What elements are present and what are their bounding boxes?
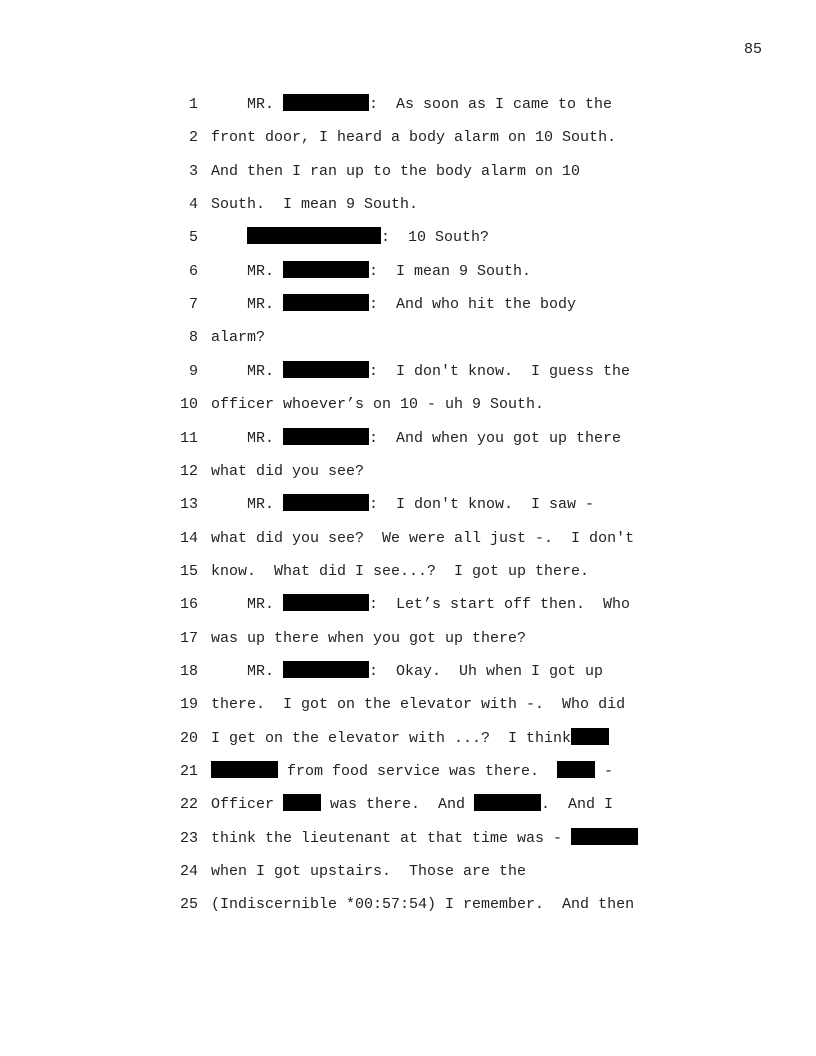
transcript-line: [0, 461, 816, 483]
text-segment: when I got upstairs. Those are the: [211, 863, 527, 881]
line-number: 13: [179, 496, 198, 514]
redaction-box: [283, 594, 369, 611]
transcript-line: [0, 94, 816, 116]
text-segment: -: [595, 763, 614, 780]
line-number: 7: [188, 296, 198, 314]
line-number: 23: [179, 829, 198, 847]
line-text: [211, 361, 630, 383]
line-text: [211, 728, 609, 750]
page-number: 85: [743, 41, 762, 58]
line-number: 22: [179, 796, 198, 814]
transcript-line: [0, 361, 816, 383]
text-segment: : I don't know. I saw -: [369, 496, 595, 514]
text-segment: And then I ran up to the body alarm on 10: [211, 162, 581, 180]
transcript-line: [0, 327, 816, 349]
redaction-box: [474, 794, 541, 811]
text-segment: from food service was there.: [278, 763, 558, 780]
transcript-line: [0, 761, 816, 783]
text-segment: : And when you got up there: [369, 429, 622, 447]
line-text: [211, 594, 630, 616]
text-segment: MR.: [211, 596, 284, 614]
transcript-line: [0, 794, 816, 816]
text-segment: South. I mean 9 South.: [211, 196, 419, 214]
text-segment: front door, I heard a body alarm on 10 South.: [211, 129, 617, 147]
line-text: [211, 694, 625, 716]
redaction-box: [247, 227, 381, 244]
text-segment: MR.: [211, 262, 284, 280]
text-segment: know. What did I see...? I got up there.: [211, 562, 590, 580]
text-segment: : I mean 9 South.: [369, 262, 532, 280]
line-number: 11: [179, 429, 198, 447]
line-text: [211, 661, 603, 683]
text-segment: MR.: [211, 296, 284, 314]
text-segment: : Let’s start off then. Who: [369, 596, 631, 614]
text-segment: : Okay. Uh when I got up: [369, 662, 604, 680]
text-segment: there. I got on the elevator with -. Who did: [211, 696, 626, 714]
line-text: [211, 561, 589, 583]
transcript-line: [0, 294, 816, 316]
line-number: 2: [188, 129, 198, 147]
transcript-line: [0, 628, 816, 650]
text-segment: MR.: [211, 496, 284, 514]
line-number: 1: [188, 96, 198, 113]
transcript-line: [0, 694, 816, 716]
redaction-box: [283, 428, 369, 445]
transcript-line: [0, 161, 816, 183]
text-segment: what did you see?: [211, 462, 365, 480]
line-text: [211, 294, 576, 316]
line-text: [211, 794, 613, 816]
redaction-box: [283, 294, 369, 311]
transcript-line: [0, 594, 816, 616]
redaction-box: [283, 361, 369, 378]
transcript-line: [0, 394, 816, 416]
text-segment: . And I: [541, 796, 614, 814]
line-number: 8: [188, 329, 198, 347]
text-segment: MR.: [211, 662, 284, 680]
line-text: [211, 127, 616, 149]
redaction-box: [283, 794, 321, 811]
text-segment: MR.: [211, 429, 284, 447]
transcript-line: [0, 661, 816, 683]
redaction-box: [283, 494, 369, 511]
text-segment: (Indiscernible *00:57:54) I remember. And then: [211, 896, 635, 914]
transcript-line: [0, 261, 816, 283]
line-number: 16: [179, 596, 198, 614]
transcript-line: [0, 861, 816, 883]
line-number: 4: [188, 196, 198, 214]
text-segment: officer whoever’s on 10 - uh 9 South.: [211, 396, 545, 414]
line-text: [211, 394, 544, 416]
text-segment: : 10 South?: [381, 229, 490, 247]
line-text: [211, 428, 621, 450]
line-text: [211, 461, 364, 483]
line-text: [211, 327, 265, 349]
redaction-box: [211, 761, 278, 778]
line-number: 3: [188, 162, 198, 180]
line-number: 19: [179, 696, 198, 714]
text-segment: was there. And: [321, 796, 475, 814]
line-number: 20: [179, 729, 198, 747]
transcript-line: [0, 194, 816, 216]
redaction-box: [283, 94, 369, 111]
line-text: [211, 861, 526, 883]
line-number: 15: [179, 562, 198, 580]
text-segment: : As soon as I came to the: [369, 96, 613, 113]
line-number: 24: [179, 863, 198, 881]
line-number: 9: [188, 362, 198, 380]
line-number: 18: [179, 662, 198, 680]
text-segment: [211, 229, 247, 246]
redaction-box: [557, 761, 595, 778]
text-segment: alarm?: [211, 329, 266, 347]
line-number: 10: [179, 396, 198, 414]
line-number: 25: [179, 896, 198, 914]
transcript-line: [0, 528, 816, 550]
line-text: [211, 494, 594, 516]
line-number: 5: [188, 229, 198, 247]
text-segment: MR.: [211, 96, 284, 113]
line-text: [211, 628, 526, 650]
line-text: [211, 828, 638, 850]
line-text: [211, 94, 612, 116]
line-text: [211, 761, 613, 783]
text-segment: : And who hit the body: [369, 296, 577, 314]
line-text: [211, 894, 634, 916]
transcript-line: [0, 894, 816, 916]
text-segment: I get on the elevator with ...? I think: [211, 729, 572, 747]
text-segment: Officer: [211, 796, 284, 814]
redaction-box: [571, 728, 609, 745]
redaction-box: [283, 661, 369, 678]
line-number: 6: [188, 262, 198, 280]
text-segment: what did you see? We were all just -. I don't: [211, 529, 635, 547]
redaction-box: [571, 828, 638, 845]
transcript-line: [0, 127, 816, 149]
text-segment: MR.: [211, 362, 284, 380]
transcript-line: [0, 728, 816, 750]
line-text: [211, 161, 580, 183]
text-segment: think the lieutenant at that time was -: [211, 829, 572, 847]
line-text: [211, 261, 531, 283]
line-text: [211, 528, 634, 550]
transcript-line: [0, 428, 816, 450]
transcript-line: [0, 828, 816, 850]
line-text: [211, 227, 489, 249]
line-number: 12: [179, 462, 198, 480]
transcript-line: [0, 561, 816, 583]
line-number: 21: [179, 763, 198, 780]
line-number: 14: [179, 529, 198, 547]
redaction-box: [283, 261, 369, 278]
text-segment: : I don't know. I guess the: [369, 362, 631, 380]
text-segment: was up there when you got up there?: [211, 629, 527, 647]
line-number: 17: [179, 629, 198, 647]
transcript-line: [0, 227, 816, 249]
transcript-line: [0, 494, 816, 516]
line-text: [211, 194, 418, 216]
